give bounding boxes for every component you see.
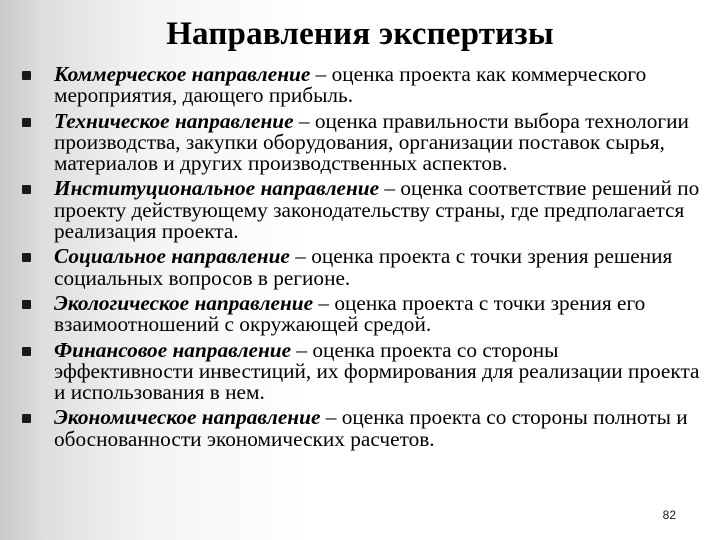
square-bullet-icon [22, 71, 31, 80]
list-item [22, 64, 702, 107]
square-bullet-icon [22, 300, 31, 309]
list-item [22, 290, 702, 337]
square-bullet-icon [22, 347, 31, 356]
direction-term: Финансовое направление [54, 337, 292, 362]
list-item [22, 246, 702, 289]
direction-description: – оценка проекта со стороны полноты и обоснованности экономических расчетов. [54, 405, 688, 451]
list-item [22, 337, 702, 405]
list-item [22, 108, 702, 176]
list-item [22, 178, 702, 242]
square-bullet-icon [22, 185, 31, 194]
direction-term: Техническое направление [54, 108, 294, 133]
direction-description: – оценка проекта с точки зрения решения социальных вопросов в регионе. [54, 244, 673, 290]
direction-term: Экономическое направление [54, 405, 321, 430]
square-bullet-icon [22, 118, 31, 127]
direction-term: Экологическое направление [54, 290, 314, 315]
square-bullet-icon [22, 414, 31, 423]
page-number: 82 [662, 508, 676, 522]
direction-description: – оценка проекта как коммерческого мероприятия, дающего прибыль. [54, 62, 647, 108]
direction-term: Институциональное направление [54, 176, 380, 201]
direction-description: – оценка проекта со стороны эффективности инвестиций, их формирования для реализации проекта и использования в нем. [54, 337, 700, 405]
slide-title: Направления экспертизы [166, 16, 554, 52]
direction-description: – оценка соответствие решений по проекту действующему законодательству страны, где предполагается реализация проекта. [54, 176, 700, 244]
bullet-list [22, 64, 702, 454]
direction-term: Социальное направление [54, 244, 290, 269]
direction-term: Коммерческое направление [54, 62, 311, 86]
direction-description: – оценка правильности выбора технологии производства, закупки оборудования, организации поставок сырья, материалов и других производственных аспектов. [54, 108, 689, 176]
list-item [22, 407, 702, 450]
direction-description: – оценка проекта с точки зрения его взаимоотношений с окружающей средой. [54, 290, 646, 337]
square-bullet-icon [22, 253, 31, 262]
